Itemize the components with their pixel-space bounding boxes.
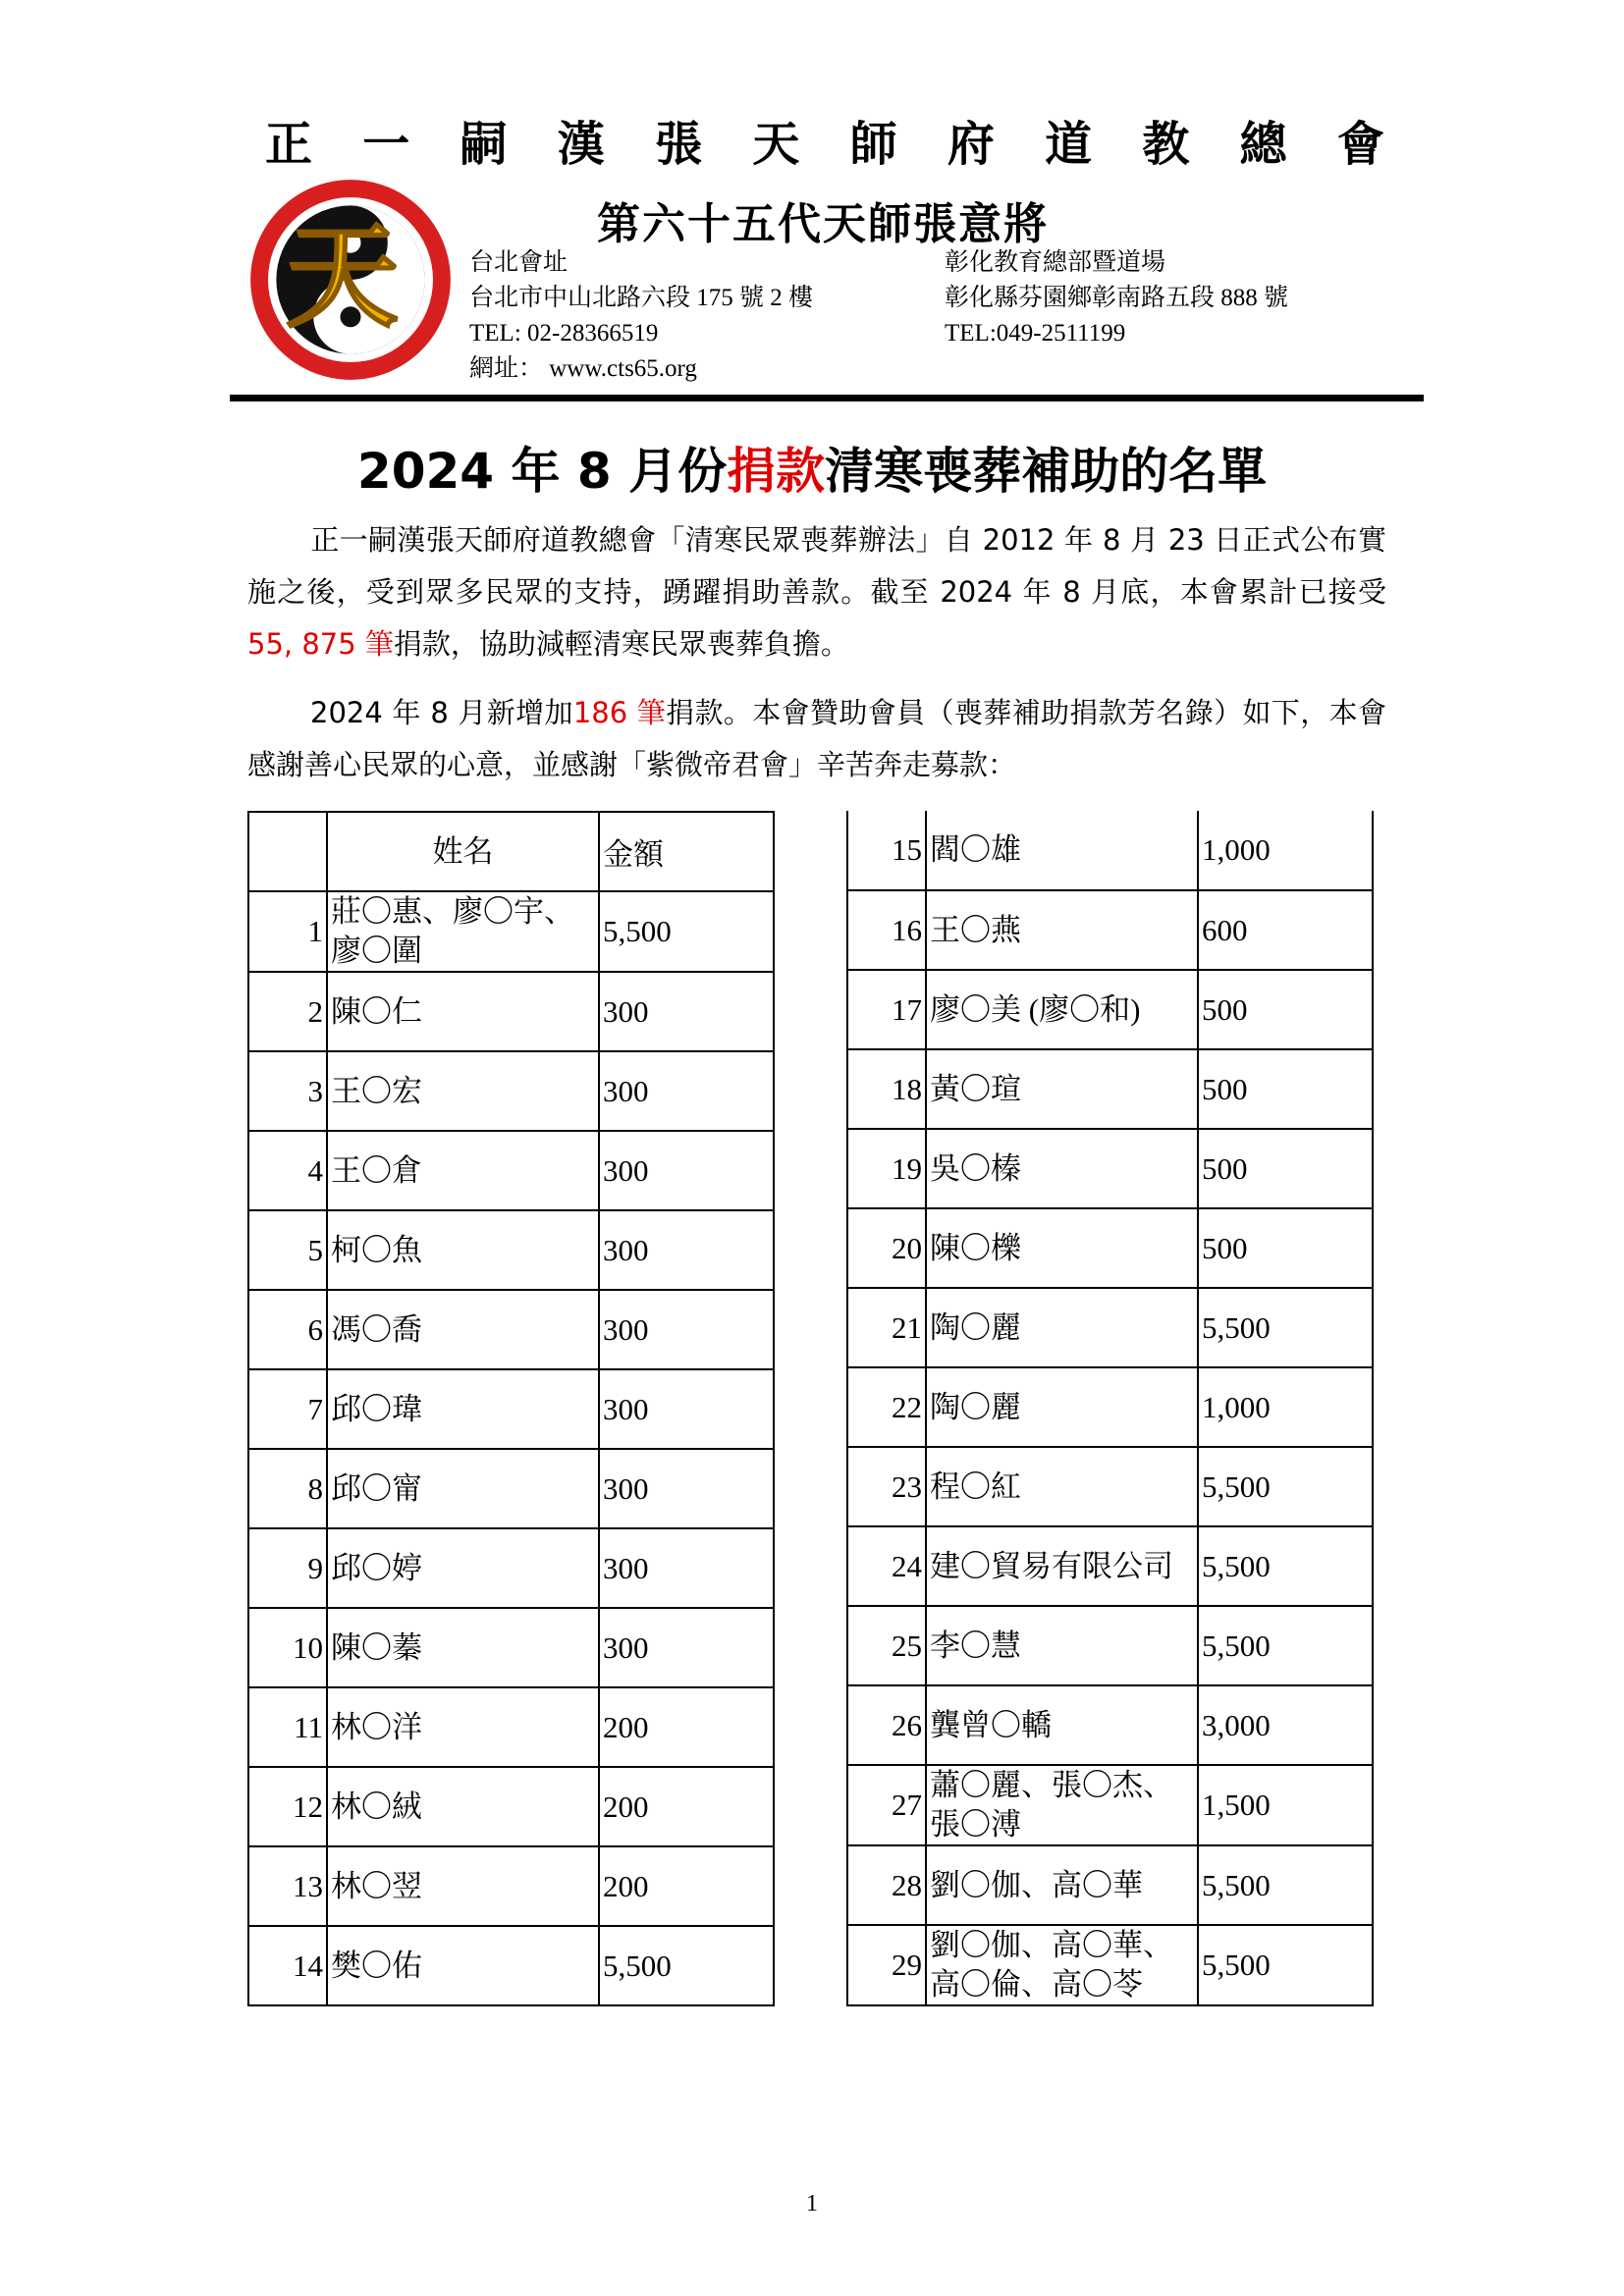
donor-name: 王〇倉 xyxy=(327,1131,599,1210)
row-number: 29 xyxy=(847,1925,926,2005)
org-char: 道 xyxy=(1045,117,1093,172)
donation-amount: 300 xyxy=(599,1051,774,1131)
logo-character: 天 xyxy=(285,210,400,344)
donation-amount: 5,500 xyxy=(1198,1606,1373,1685)
row-number: 21 xyxy=(847,1288,926,1367)
row-number: 1 xyxy=(248,891,327,972)
org-char: 一 xyxy=(362,117,410,172)
donor-name: 邱〇婷 xyxy=(327,1528,599,1608)
org-char: 教 xyxy=(1142,117,1190,172)
donation-amount: 300 xyxy=(599,1210,774,1290)
donation-amount: 3,000 xyxy=(1198,1685,1373,1765)
donor-name: 王〇宏 xyxy=(327,1051,599,1131)
table-row xyxy=(847,1288,1373,1367)
donation-amount: 300 xyxy=(599,1528,774,1608)
donor-name: 陶〇麗 xyxy=(926,1288,1198,1367)
table-row xyxy=(847,1606,1373,1685)
row-number: 19 xyxy=(847,1129,926,1208)
intro-paragraph xyxy=(247,514,1386,670)
table-row xyxy=(847,811,1373,890)
table-row xyxy=(847,1925,1373,2005)
donor-name: 樊〇佑 xyxy=(327,1926,599,2005)
donation-amount: 5,500 xyxy=(599,1926,774,2005)
donation-amount: 500 xyxy=(1198,1129,1373,1208)
donation-amount: 5,500 xyxy=(599,891,774,972)
row-number: 22 xyxy=(847,1367,926,1447)
donor-name: 劉〇伽、高〇華 xyxy=(926,1845,1198,1925)
para2-monthly-count: 186 筆 xyxy=(572,696,667,729)
table-row xyxy=(248,1767,774,1846)
monthly-paragraph xyxy=(247,687,1386,791)
taipei-label: 台北會址 xyxy=(469,249,568,276)
donor-name: 劉〇伽、高〇華、高〇倫、高〇苓 xyxy=(926,1925,1198,2005)
donor-name: 陳〇櫟 xyxy=(926,1208,1198,1288)
row-number: 26 xyxy=(847,1685,926,1765)
table-row xyxy=(248,1051,774,1131)
table-row xyxy=(248,1369,774,1449)
donation-amount: 200 xyxy=(599,1767,774,1846)
table-row xyxy=(847,1845,1373,1925)
yin-yang-logo xyxy=(247,177,454,383)
donor-name: 吳〇榛 xyxy=(926,1129,1198,1208)
header-name: 姓名 xyxy=(327,812,599,891)
organization-name xyxy=(265,106,1384,174)
donation-amount: 5,500 xyxy=(1198,1845,1373,1925)
donation-amount: 300 xyxy=(599,972,774,1051)
donation-amount: 5,500 xyxy=(1198,1447,1373,1526)
row-number: 10 xyxy=(248,1608,327,1687)
row-number: 15 xyxy=(847,811,926,890)
donation-amount: 5,500 xyxy=(1198,1925,1373,2005)
donor-name: 馮〇喬 xyxy=(327,1290,599,1369)
table-row xyxy=(847,1685,1373,1765)
taipei-tel: TEL: 02-28366519 xyxy=(469,320,659,347)
donation-amount: 200 xyxy=(599,1687,774,1767)
header-divider xyxy=(230,395,1424,401)
org-char: 天 xyxy=(752,117,800,172)
donation-amount: 500 xyxy=(1198,1208,1373,1288)
donor-name: 邱〇瑋 xyxy=(327,1369,599,1449)
row-number: 13 xyxy=(248,1846,327,1926)
row-number: 9 xyxy=(248,1528,327,1608)
org-char: 府 xyxy=(947,117,995,172)
row-number: 4 xyxy=(248,1131,327,1210)
para1-total-count: 55, 875 筆 xyxy=(247,627,394,661)
donation-amount: 600 xyxy=(1198,890,1373,970)
table-row xyxy=(847,970,1373,1049)
taipei-address: 台北市中山北路六段 175 號 2 樓 xyxy=(469,285,814,311)
donor-name: 林〇翌 xyxy=(327,1846,599,1926)
row-number: 12 xyxy=(248,1767,327,1846)
row-number: 17 xyxy=(847,970,926,1049)
para1-text: 正一嗣漢張天師府道教總會「清寒民眾喪葬辦法」自 2012 年 8 月 23 日正式公布實施之後，受到眾多民眾的支持，踴躍捐助善款。截至 2024 年 8 月底，本會累計已接受 xyxy=(247,523,1386,609)
table-row xyxy=(248,1846,774,1926)
table-header-row xyxy=(248,812,774,891)
title-part-2: 清寒喪葬補助的名單 xyxy=(825,443,1268,500)
org-char: 師 xyxy=(849,117,897,172)
donor-name: 龔曾〇轎 xyxy=(926,1685,1198,1765)
changhua-tel: TEL:049-2511199 xyxy=(945,320,1126,347)
website: 網址： www.cts65.org xyxy=(469,355,697,382)
changhua-label: 彰化教育總部暨道場 xyxy=(945,249,1166,276)
row-number: 14 xyxy=(248,1926,327,2005)
para2-text-end: 捐款。本會贊助會員（喪葬補助捐款芳名錄）如下，本會感謝善心民眾的心意，並感謝「紫微帝君會」辛苦奔走募款： xyxy=(247,696,1386,781)
row-number: 7 xyxy=(248,1369,327,1449)
para1-text-end: 捐款，協助減輕清寒民眾喪葬負擔。 xyxy=(393,627,849,661)
changhua-address: 彰化縣芬園鄉彰南路五段 888 號 xyxy=(945,285,1289,311)
row-number: 25 xyxy=(847,1606,926,1685)
row-number: 2 xyxy=(248,972,327,1051)
donor-name: 陳〇仁 xyxy=(327,972,599,1051)
donation-amount: 300 xyxy=(599,1131,774,1210)
donor-name: 柯〇魚 xyxy=(327,1210,599,1290)
table-row xyxy=(847,1208,1373,1288)
org-char: 漢 xyxy=(557,117,605,172)
table-row xyxy=(248,1528,774,1608)
table-row xyxy=(248,1687,774,1767)
org-char: 正 xyxy=(265,117,313,172)
table-row xyxy=(248,1926,774,2005)
taipei-address-block xyxy=(469,245,813,387)
donor-name: 邱〇甯 xyxy=(327,1449,599,1528)
donation-amount: 300 xyxy=(599,1449,774,1528)
donation-amount: 500 xyxy=(1198,1049,1373,1129)
donation-amount: 200 xyxy=(599,1846,774,1926)
row-number: 18 xyxy=(847,1049,926,1129)
para2-text: 2024 年 8 月新增加 xyxy=(310,696,573,729)
table-row xyxy=(847,1447,1373,1526)
table-row xyxy=(847,1367,1373,1447)
table-row xyxy=(847,1049,1373,1129)
org-char: 會 xyxy=(1336,117,1384,172)
table-row xyxy=(847,1129,1373,1208)
page-number: 1 xyxy=(806,2191,818,2216)
header-amount: 金額 xyxy=(599,812,774,891)
donor-name: 廖〇美 (廖〇和) xyxy=(926,970,1198,1049)
donation-amount: 500 xyxy=(1198,970,1373,1049)
org-char: 總 xyxy=(1239,117,1287,172)
row-number: 6 xyxy=(248,1290,327,1369)
org-char: 嗣 xyxy=(460,117,508,172)
table-row xyxy=(248,1131,774,1210)
donor-name: 黃〇瑄 xyxy=(926,1049,1198,1129)
org-char: 張 xyxy=(655,117,703,172)
donor-table-left xyxy=(247,811,775,2006)
donor-name: 莊〇惠、廖〇宇、廖〇圍 xyxy=(327,891,599,972)
row-number: 16 xyxy=(847,890,926,970)
document-title xyxy=(0,432,1624,503)
row-number: 5 xyxy=(248,1210,327,1290)
donor-name: 蕭〇麗、張〇杰、張〇溥 xyxy=(926,1765,1198,1845)
row-number: 8 xyxy=(248,1449,327,1528)
row-number: 23 xyxy=(847,1447,926,1526)
donor-name: 程〇紅 xyxy=(926,1447,1198,1526)
donor-name: 陳〇蓁 xyxy=(327,1608,599,1687)
donation-amount: 300 xyxy=(599,1608,774,1687)
table-row xyxy=(248,891,774,972)
row-number: 28 xyxy=(847,1845,926,1925)
table-row xyxy=(248,1449,774,1528)
donation-amount: 5,500 xyxy=(1198,1288,1373,1367)
donation-amount: 5,500 xyxy=(1198,1526,1373,1606)
table-row xyxy=(248,1210,774,1290)
donation-amount: 300 xyxy=(599,1290,774,1369)
donor-name: 王〇燕 xyxy=(926,890,1198,970)
row-number: 20 xyxy=(847,1208,926,1288)
donation-amount: 300 xyxy=(599,1369,774,1449)
donation-amount: 1,000 xyxy=(1198,811,1373,890)
donor-name: 建〇貿易有限公司 xyxy=(926,1526,1198,1606)
header-num xyxy=(248,812,327,891)
table-row xyxy=(847,1526,1373,1606)
master-name: 第六十五代天師張意將 xyxy=(597,199,1049,249)
changhua-address-block xyxy=(945,245,1288,351)
donation-amount: 1,000 xyxy=(1198,1367,1373,1447)
donor-name: 陶〇麗 xyxy=(926,1367,1198,1447)
donor-table-right xyxy=(846,811,1374,2006)
donor-name: 林〇絨 xyxy=(327,1767,599,1846)
donation-amount: 1,500 xyxy=(1198,1765,1373,1845)
table-row xyxy=(248,1290,774,1369)
table-row xyxy=(248,972,774,1051)
row-number: 27 xyxy=(847,1765,926,1845)
row-number: 24 xyxy=(847,1526,926,1606)
row-number: 3 xyxy=(248,1051,327,1131)
row-number: 11 xyxy=(248,1687,327,1767)
table-row xyxy=(847,1765,1373,1845)
title-highlight: 捐款 xyxy=(727,443,826,500)
title-part-1: 2024 年 8 月份 xyxy=(356,443,728,500)
donor-name: 閻〇雄 xyxy=(926,811,1198,890)
donor-name: 林〇洋 xyxy=(327,1687,599,1767)
donor-name: 李〇慧 xyxy=(926,1606,1198,1685)
table-row xyxy=(248,1608,774,1687)
table-row xyxy=(847,890,1373,970)
